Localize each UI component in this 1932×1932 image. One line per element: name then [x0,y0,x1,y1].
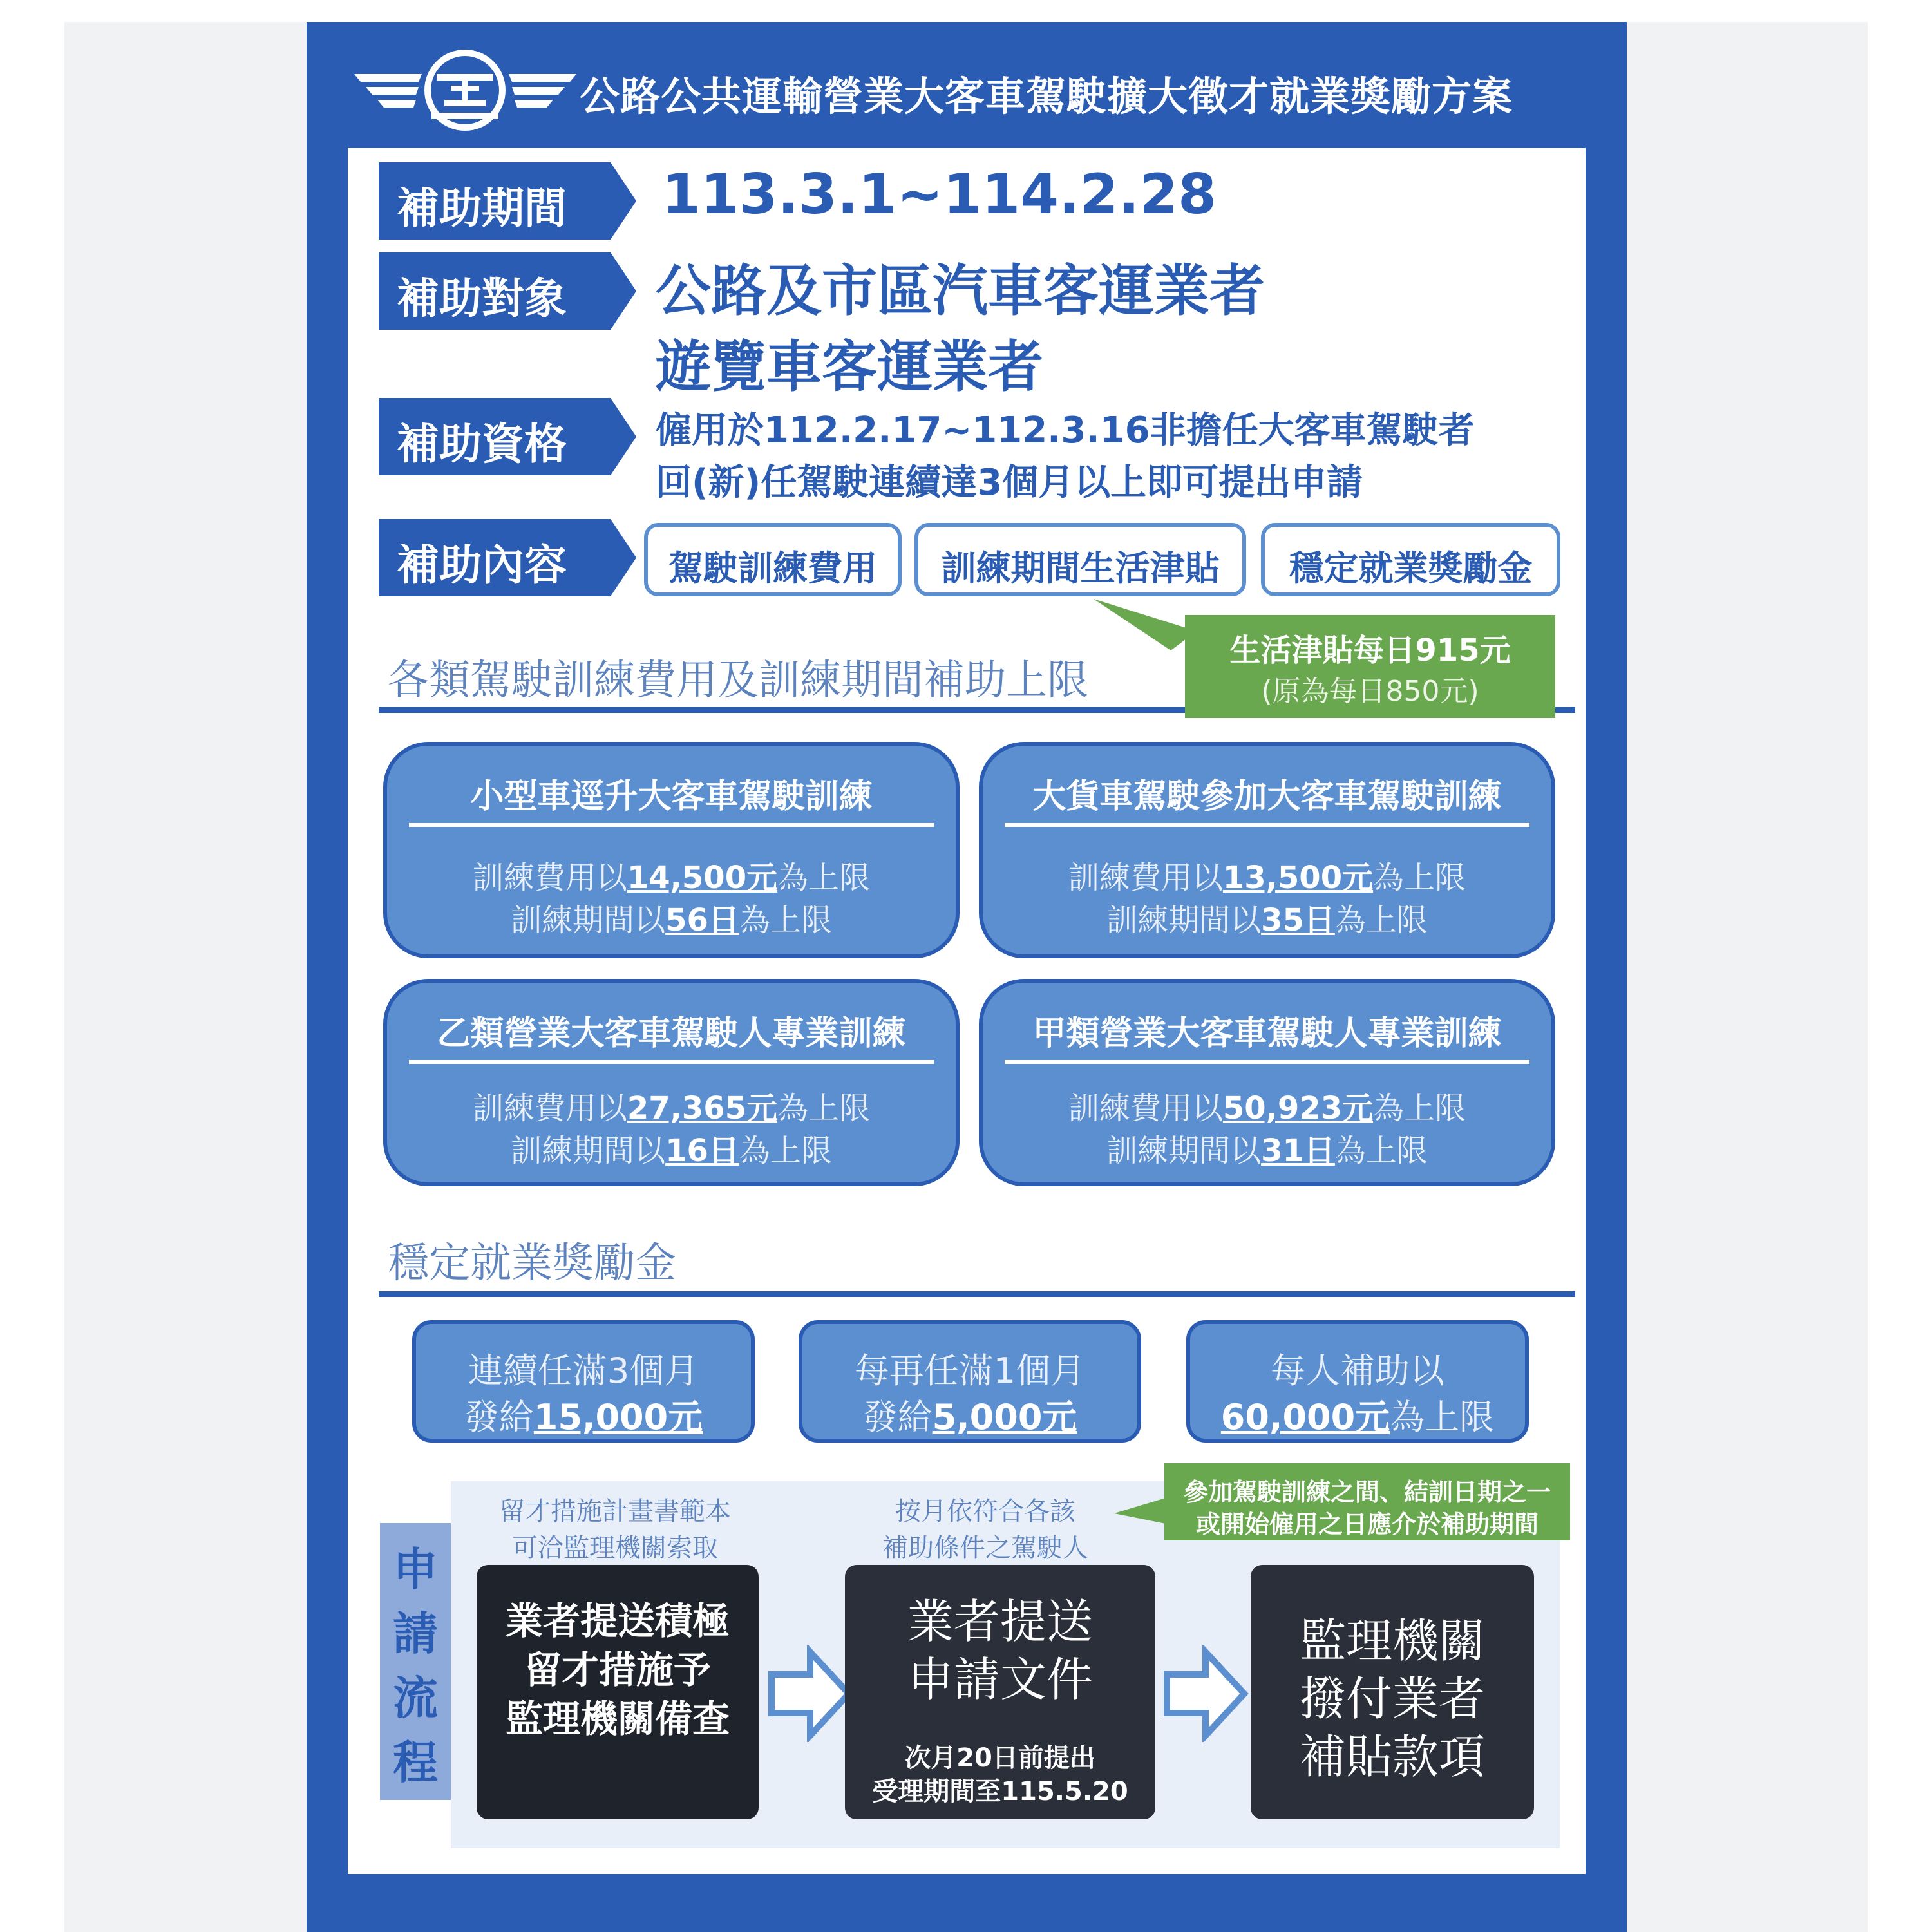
process-label: 申 請 流 程 [380,1523,451,1800]
period-value: 113.3.1~114.2.28 [662,162,1217,227]
process-note-2: 按月依符合各該 補助條件之駕駛人 [882,1497,1088,1563]
process-note-1: 留才措施計畫書範本 可洽監理機關索取 [499,1497,731,1563]
training-card-truck-to-bus: 大貨車駕駛參加大客車駕駛訓練 訓練費用以13,500元為上限 訓練期間以35日為上限 [979,742,1555,958]
allowance-callout-line-1: 生活津貼每日915元 [1229,632,1511,668]
bonus-section-rule [379,1291,1575,1297]
training-section-title: 各類駕駛訓練費用及訓練期間補助上限 [388,657,1088,705]
training-card-small-to-bus: 小型車逕升大客車駕駛訓練 訓練費用以14,500元為上限 訓練期間以56日為上限 [383,742,960,958]
bonus-card-first-3-months: 連續任滿3個月 發給15,000元 [412,1320,755,1443]
allowance-callout-pointer [1094,599,1197,650]
content-item-training-fee: 駕駛訓練費用 [644,523,902,596]
process-step-3: 監理機關 撥付業者 補貼款項 [1251,1565,1534,1819]
allowance-callout [1185,615,1555,718]
eligibility-line-2: 回(新)任駕駛連續達3個月以上即可提出申請 [656,462,1363,504]
process-step-1: 業者提送積極 留才措施予 監理機關備查 [477,1565,759,1819]
process-step-2: 業者提送 申請文件 次月20日前提出 受理期間至115.5.20 [845,1565,1155,1819]
bonus-section-title: 穩定就業獎勵金 [388,1240,676,1287]
process-arrow-1-icon [765,1645,855,1742]
eligibility-line-1: 僱用於112.2.17~112.3.16非擔任大客車駕駛者 [656,410,1475,451]
period-label: 補助期間 [397,184,567,233]
content-label: 補助內容 [397,540,567,590]
allowance-callout-line-2: (原為每日850元) [1261,675,1479,708]
process-callout: 參加駕駛訓練之間、結訓日期之一 或開始僱用之日應介於補助期間 [1164,1463,1570,1540]
eligibility-label: 補助資格 [397,419,567,469]
target-label: 補助對象 [397,274,567,323]
content-item-living-allowance: 訓練期間生活津貼 [914,523,1246,596]
content-item-employment-bonus: 穩定就業獎勵金 [1261,523,1560,596]
bonus-card-cap: 每人補助以 60,000元為上限 [1186,1320,1529,1443]
highway-bureau-logo-icon [354,48,576,132]
bonus-card-each-extra-month: 每再任滿1個月 發給5,000元 [799,1320,1141,1443]
poster-title: 公路公共運輸營業大客車駕駛擴大徵才就業獎勵方案 [580,73,1513,120]
training-card-class-b: 乙類營業大客車駕駛人專業訓練 訓練費用以27,365元為上限 訓練期間以16日為上限 [383,979,960,1186]
target-line-2: 遊覽車客運業者 [656,335,1043,399]
training-card-class-a: 甲類營業大客車駕駛人專業訓練 訓練費用以50,923元為上限 訓練期間以31日為上限 [979,979,1555,1186]
process-arrow-2-icon [1160,1645,1251,1742]
target-line-1: 公路及市區汽車客運業者 [656,259,1265,323]
